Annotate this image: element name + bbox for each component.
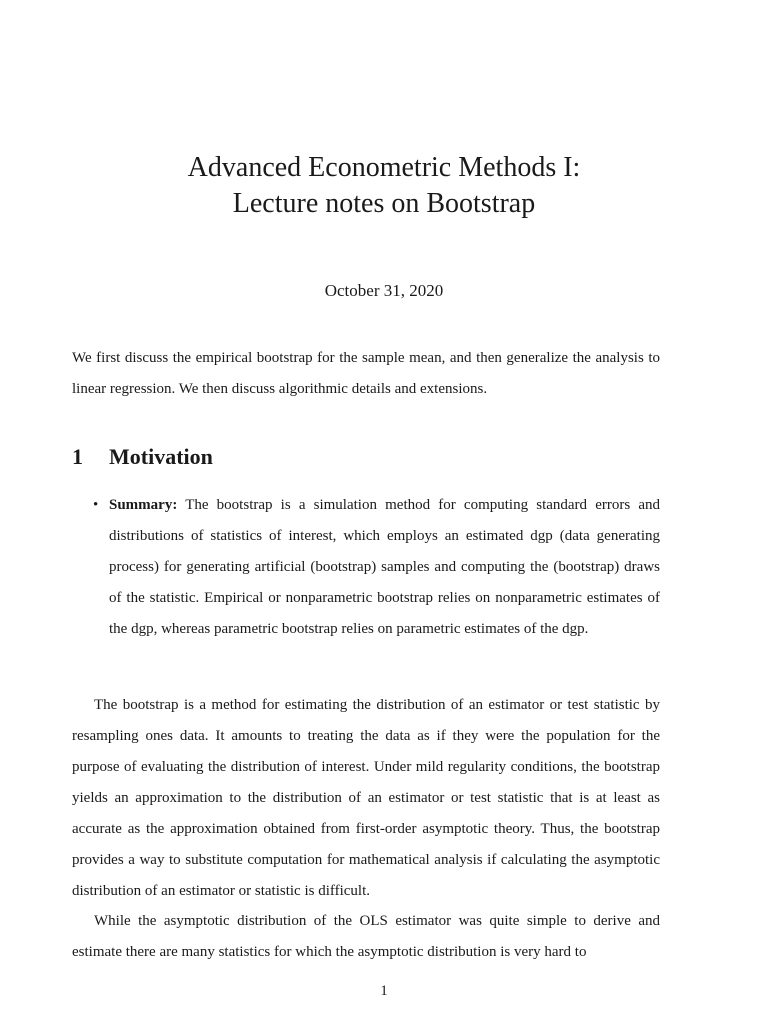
body-paragraph: While the asymptotic distribution of the OLS estimator was quite simple to derive and estimate there are many statistics for which the asymptotic distribution is very hard to (72, 913, 660, 960)
bullet-lead: Summary: (109, 497, 178, 513)
abstract-paragraph: We first discuss the empirical bootstrap for the sample mean, and then generalize the analysis to linear regression. We then discuss algorithmic details and extensions. (72, 350, 660, 397)
document-date: October 31, 2020 (324, 281, 444, 300)
body-paragraph: The bootstrap is a method for estimating the distribution of an estimator or test statistic by resampling ones data. It amounts to treating the data as if they were the population for the purpose of evaluating the distribution of interest. Under mild regularity conditions, the bootstrap yields an approximation to the distribution of an estimator or test statistic that is at least as accurate as the approximation obtained from first-order asymptotic theory. Thus, the bootstrap provides a way to substitute computation for mathematical analysis if calculating the asymptotic distribution of an estimator or statistic is difficult. (72, 697, 660, 899)
section-title: Motivation (109, 444, 213, 469)
bullet-text: The bootstrap is a simulation method for computing standard errors and distributions of statistics of interest, which employs an estimated dgp (data generating process) for generating artificial (bootstrap) samples and computing the (bootstrap) draws of the statistic. Empirical or nonparametric bootstrap relies on nonparametric estimates of the dgp, whereas parametric bootstrap relies on parametric estimates of the dgp. (109, 497, 660, 637)
page-number: 1 (380, 983, 388, 999)
title-line-1: Advanced Econometric Methods I: (187, 152, 581, 183)
bullet-list (72, 490, 660, 645)
section-heading (72, 441, 213, 473)
list-item (72, 490, 660, 645)
section-number: 1 (72, 444, 83, 469)
bullet-icon: • (93, 497, 99, 513)
title-line-2: Lecture notes on Bootstrap (232, 188, 536, 219)
document-title (0, 150, 768, 222)
